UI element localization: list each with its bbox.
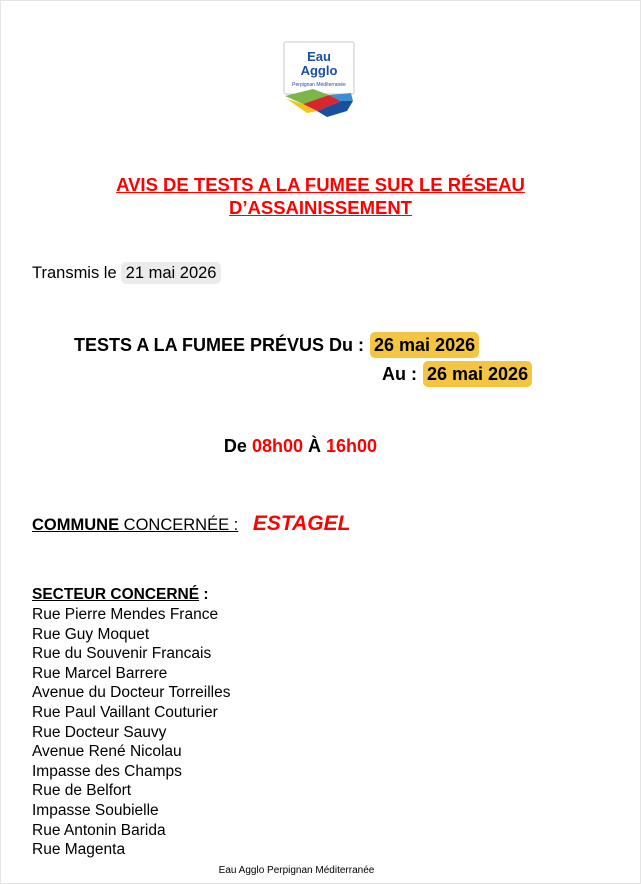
- hours-de: De: [223, 436, 247, 456]
- hours-line: [0, 434, 601, 458]
- hours-start: 08h00: [251, 436, 303, 456]
- transmis-label: Transmis le: [32, 264, 117, 282]
- street-item: Rue de Belfort: [32, 782, 132, 800]
- street-item: Rue Marcel Barrere: [32, 664, 168, 682]
- tests-to-label: Au :: [382, 364, 417, 384]
- logo-graphic: [283, 41, 355, 119]
- logo-line1: Eau: [307, 49, 331, 64]
- street-item: Rue Magenta: [32, 841, 126, 859]
- hours-a: À: [308, 436, 322, 456]
- commune-label-bold: COMMUNE: [32, 516, 120, 534]
- tests-from-date: 26 mai 2026: [370, 332, 479, 358]
- secteur-heading: [32, 585, 209, 605]
- street-item: Rue Guy Moquet: [32, 625, 150, 643]
- logo-tagline: Perpignan Méditerranée: [292, 82, 346, 88]
- notice-title-line2: D’ASSAINISSEMENT: [229, 197, 412, 218]
- commune-line: [32, 511, 350, 538]
- notice-title-line1: AVIS DE TESTS A LA FUMEE SUR LE RÉSEAU: [116, 174, 525, 195]
- secteur-label: SECTEUR CONCERNÉ: [32, 586, 200, 603]
- street-item: Rue du Souvenir Francais: [32, 645, 212, 663]
- street-item: Rue Pierre Mendes France: [32, 606, 219, 623]
- street-item: Rue Antonin Barida: [32, 821, 166, 839]
- footer-text: Eau Agglo Perpignan Méditerranée: [218, 865, 375, 876]
- hours-end: 16h00: [326, 436, 378, 456]
- street-item: Rue Paul Vaillant Couturier: [32, 703, 218, 721]
- street-list: [32, 605, 230, 860]
- street-item: Impasse des Champs: [32, 762, 182, 780]
- tests-from-line: [74, 332, 479, 358]
- commune-label-rest: CONCERNÉE :: [119, 516, 239, 534]
- transmission-date-line: [32, 262, 221, 284]
- tests-label: TESTS A LA FUMEE PRÉVUS Du :: [74, 335, 365, 355]
- tests-to-line: [382, 361, 532, 387]
- logo-line2: Agglo: [300, 63, 338, 78]
- commune-name: ESTAGEL: [252, 512, 351, 535]
- eau-agglo-logo: [283, 41, 355, 119]
- street-item: Rue Docteur Sauvy: [32, 723, 167, 741]
- notice-title: [0, 173, 641, 219]
- street-item: Avenue René Nicolau: [32, 743, 182, 761]
- street-item: Impasse Soubielle: [32, 801, 159, 819]
- street-item: Avenue du Docteur Torreilles: [32, 684, 231, 702]
- tests-to-date: 26 mai 2026: [423, 361, 532, 387]
- secteur-colon: :: [199, 586, 209, 603]
- transmis-date: 21 mai 2026: [121, 262, 222, 284]
